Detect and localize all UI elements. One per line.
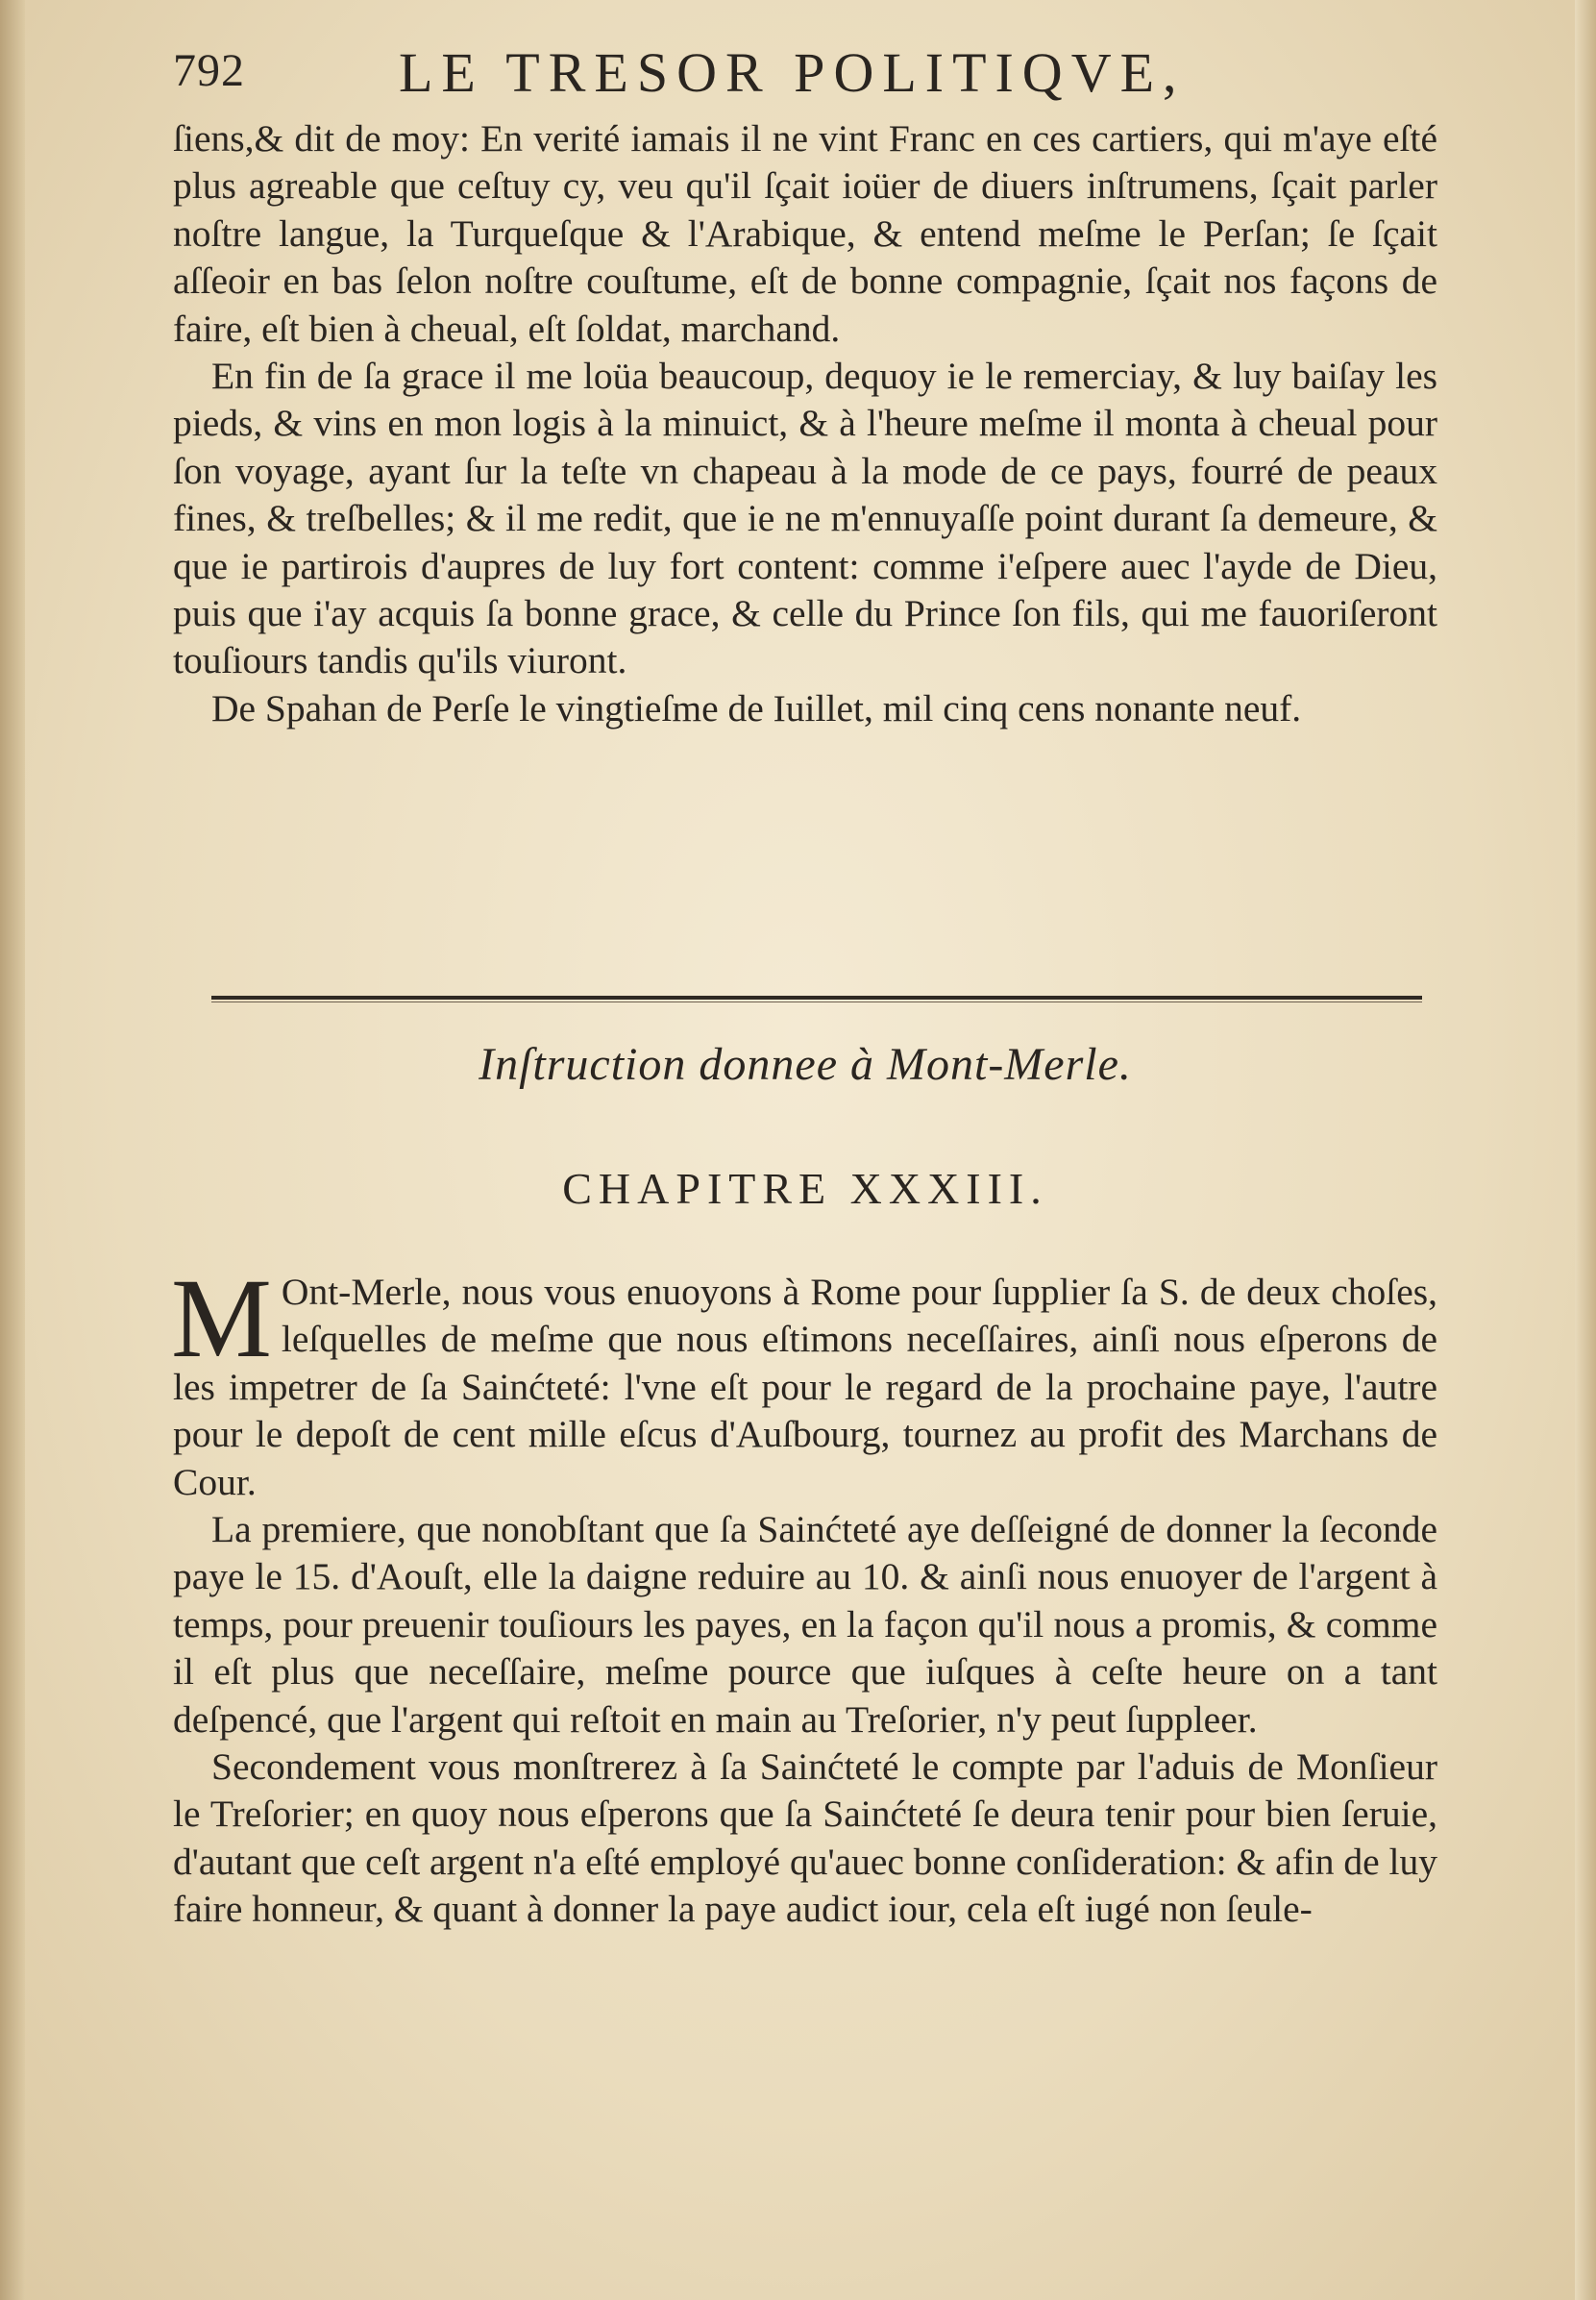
section-title: Inſtruction donnee à Mont-Merle. (479, 1039, 1132, 1090)
chapter-heading: CHAPITRE XXXIII. (562, 1164, 1048, 1213)
instruction-paragraph-1 (171, 1255, 1437, 1506)
letter-paragraph-2: En fin de ſa grace il me loüa beaucoup, dequoy ie le remerciay, & luy baiſay les pieds, & vins en mon logis à la minuict, & à l'heure meſme il monta à cheual pour ſon voyage, ayant ſur la teſte vn chapeau à la mode de ce pays, fourré de peaux fines, & treſbelles; & il me redit, que ie ne m'ennuyaſſe point durant ſa demeure, & que ie partirois d'aupres de luy fort content: comme i'eſpere auec l'ayde de Dieu, puis que i'ay acquis ſa bonne grace, & celle du Prince ſon fils, qui me fauoriſeront touſiours tandis qu'ils viuront. (173, 355, 1437, 682)
letter-paragraph-1: ſiens,& dit de moy: En verité iamais il ne vint Franc en ces cartiers, qui m'aye eſté plus agreable que ceſtuy cy, veu qu'il ſçait ioüer de diuers inſtrumens, ſçait parler noſtre langue, la Turqueſque & l'Arabique, & entend meſme le Perſan; ſe ſçait aſſeoir en bas ſelon noſtre couſtume, eſt de bonne compagnie, ſçait nos façons de faire, eſt bien à cheual, eſt ſoldat, marchand. (173, 117, 1437, 350)
page-edge-left (0, 0, 25, 2300)
drop-cap: M (171, 1255, 272, 1381)
running-title: LE TRESOR POLITIQVE, (399, 41, 1186, 104)
letter-text (173, 115, 1437, 732)
instruction-paragraph-2: La premiere, que nonobſtant que ſa Sainćteté aye deſſeigné de donner la ſeconde paye le 15. d'Aouſt, elle la daigne reduire au 10. & ainſi nous enuoyer de l'argent à temps, pour preuenir touſiours les payes, en la façon qu'il nous a promis, & comme il eſt plus que neceſſaire, meſme pource que iuſques à ceſte heure on a tant deſpencé, que l'argent qui reſtoit en main au Treſorier, n'y peut ſuppleer. (173, 1508, 1437, 1741)
page-edge-right (1575, 0, 1596, 2300)
letter-dateline: De Spahan de Perſe le vingtieſme de Iuillet, mil cinq cens nonante neuf. (211, 686, 1302, 730)
page-header (173, 40, 1441, 108)
instruction-text (171, 1255, 1437, 1934)
section-divider (211, 996, 1422, 1000)
instruction-paragraph-3: Secondement vous monſtrerez à ſa Sainćteté le compte par l'aduis de Monſieur le Treſorier; en quoy nous eſperons que ſa Sainćteté ſe deura tenir pour bien ſeruie, d'autant que ceſt argent n'a eſté employé qu'auec bonne conſideration: & afin de luy faire honneur, & quant à donner la paye audict iour, cela eſt iugé non ſeule- (173, 1745, 1437, 1931)
page-number: 792 (173, 45, 245, 96)
instruction-paragraph-1-text: Ont-Merle, nous vous enuoyons à Rome pour ſupplier ſa S. de deux choſes, leſquelles de meſme que nous eſtimons neceſſaires, ainſi nous eſperons de les impetrer de ſa Sainćteté: l'vne eſt pour le regard de la prochaine paye, l'autre pour le depoſt de cent mille eſcus d'Auſbourg, tournez au profit des Marchans de Cour. (173, 1271, 1437, 1503)
